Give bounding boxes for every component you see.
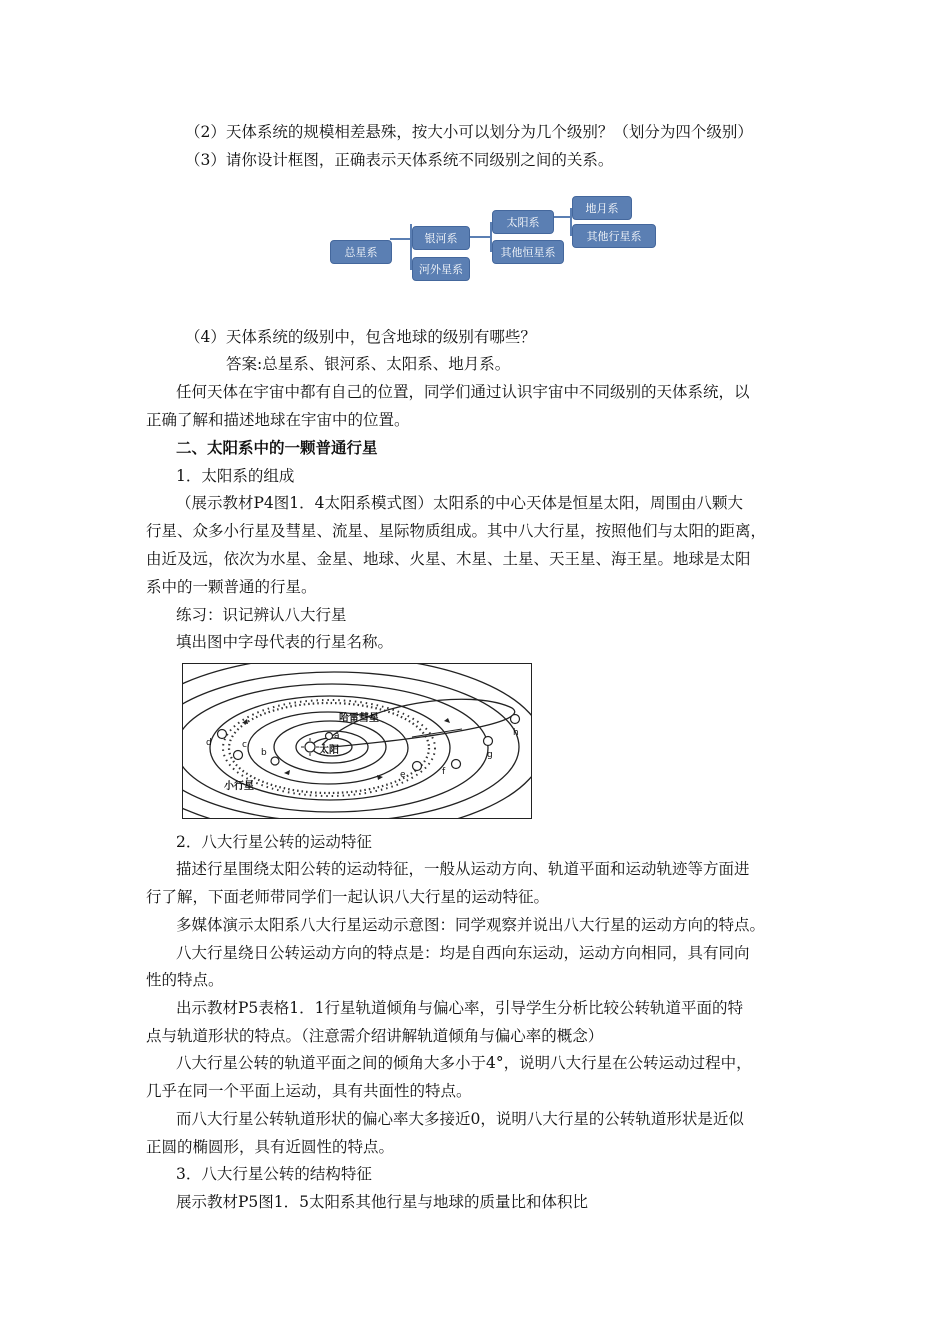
- universe-node: 总星系: [330, 240, 392, 264]
- question-4: （4）天体系统的级别中，包含地球的级别有哪些？: [185, 328, 536, 346]
- halley-comet-label: 哈雷彗星: [339, 713, 379, 724]
- sun-label: 太阳: [319, 745, 339, 756]
- planet-g: [484, 737, 493, 746]
- letter-b: b: [261, 748, 267, 758]
- letter-h: h: [513, 728, 519, 738]
- question-2: （2）天体系统的规模相差悬殊，按大小可以划分为几个级别？（划分为四个级别）: [185, 123, 753, 141]
- asteroid-label: 小行星: [224, 781, 254, 792]
- solar-system-figure: [182, 663, 532, 819]
- planet-b: [271, 757, 279, 765]
- letter-f: f: [442, 767, 446, 777]
- paragraph-position-1: 任何天体在宇宙中都有自己的位置，同学们通过认识宇宙中不同级别的天体系统，以: [176, 383, 750, 401]
- answer-line: 答案:总星系、银河系、太阳系、地月系。: [226, 355, 511, 373]
- milky-way-node: 银河系: [412, 226, 470, 250]
- paragraph-figure-1-5: 展示教材P5图1．5太阳系其他行星与地球的质量比和体积比: [176, 1193, 589, 1211]
- paragraph-composition-1: （展示教材P4图1．4太阳系模式图）太阳系的中心天体是恒星太阳，周围由八颗大: [176, 494, 744, 512]
- subheading-structure: 3．八大行星公转的结构特征: [176, 1165, 372, 1183]
- paragraph-multimedia: 多媒体演示太阳系八大行星运动示意图：同学观察并说出八大行星的运动方向的特点。: [176, 916, 766, 934]
- question-3: （3）请你设计框图，正确表示天体系统不同级别之间的关系。: [185, 151, 614, 169]
- paragraph-composition-2: 行星、众多小行星及彗星、流星、星际物质组成。其中八大行星，按照他们与太阳的距离，: [146, 522, 767, 540]
- earth-moon-node: 地月系: [572, 196, 632, 220]
- paragraph-motion-2: 行了解，下面老师带同学们一起认识八大行星的运动特征。: [146, 888, 550, 906]
- planet-a: [326, 733, 333, 740]
- planet-c: [234, 751, 243, 760]
- planet-h: [511, 715, 520, 724]
- paragraph-table-1: 出示教材P5表格1．1行星轨道倾角与偏心率，引导学生分析比较公转轨道平面的特: [176, 999, 744, 1017]
- letter-c: c: [242, 740, 247, 750]
- other-stellar-node: 其他恒星系: [492, 240, 564, 264]
- paragraph-direction-2: 性的特点。: [146, 971, 224, 989]
- paragraph-composition-3: 由近及远，依次为水星、金星、地球、火星、木星、土星、天王星、海王星。地球是太阳: [146, 550, 751, 568]
- sun-icon: [305, 742, 315, 752]
- extragalactic-node: 河外星系: [412, 257, 470, 281]
- celestial-hierarchy-diagram: [330, 194, 660, 286]
- planet-f: [452, 760, 461, 769]
- paragraph-table-2: 点与轨道形状的特点。（注意需介绍讲解轨道倾角与偏心率的概念）: [146, 1027, 604, 1045]
- other-planetary-node: 其他行星系: [572, 224, 656, 248]
- paragraph-inclination-2: 几乎在同一个平面上运动，具有共面性的特点。: [146, 1082, 472, 1100]
- planet-e: [413, 762, 422, 771]
- subheading-motion: 2．八大行星公转的运动特征: [176, 833, 372, 851]
- paragraph-motion-1: 描述行星围绕太阳公转的运动特征，一般从运动方向、轨道平面和运动轨迹等方面进: [176, 860, 750, 878]
- solar-system-node: 太阳系: [492, 210, 554, 234]
- paragraph-eccentricity-1: 而八大行星公转轨道形状的偏心率大多接近0，说明八大行星的公转轨道形状是近似: [176, 1110, 744, 1128]
- letter-g: g: [487, 750, 493, 760]
- paragraph-eccentricity-2: 正圆的椭圆形，具有近圆性的特点。: [146, 1138, 395, 1156]
- letter-e: e: [400, 770, 406, 780]
- paragraph-position-2: 正确了解和描述地球在宇宙中的位置。: [146, 411, 410, 429]
- paragraph-composition-4: 系中的一颗普通的行星。: [146, 578, 317, 596]
- section-heading-2: 二、太阳系中的一颗普通行星: [176, 438, 378, 457]
- paragraph-inclination-1: 八大行星公转的轨道平面之间的倾角大多小于4°，说明八大行星在公转运动过程中，: [176, 1054, 752, 1072]
- letter-a: a: [334, 731, 340, 741]
- exercise-line: 练习：识记辨认八大行星: [176, 606, 347, 624]
- fill-in-line: 填出图中字母代表的行星名称。: [176, 633, 394, 651]
- planet-d: [218, 730, 227, 739]
- paragraph-direction-1: 八大行星绕日公转运动方向的特点是：均是自西向东运动，运动方向相同，具有同向: [176, 944, 750, 962]
- subheading-composition: 1．太阳系的组成: [176, 467, 295, 485]
- letter-d: d: [206, 738, 212, 748]
